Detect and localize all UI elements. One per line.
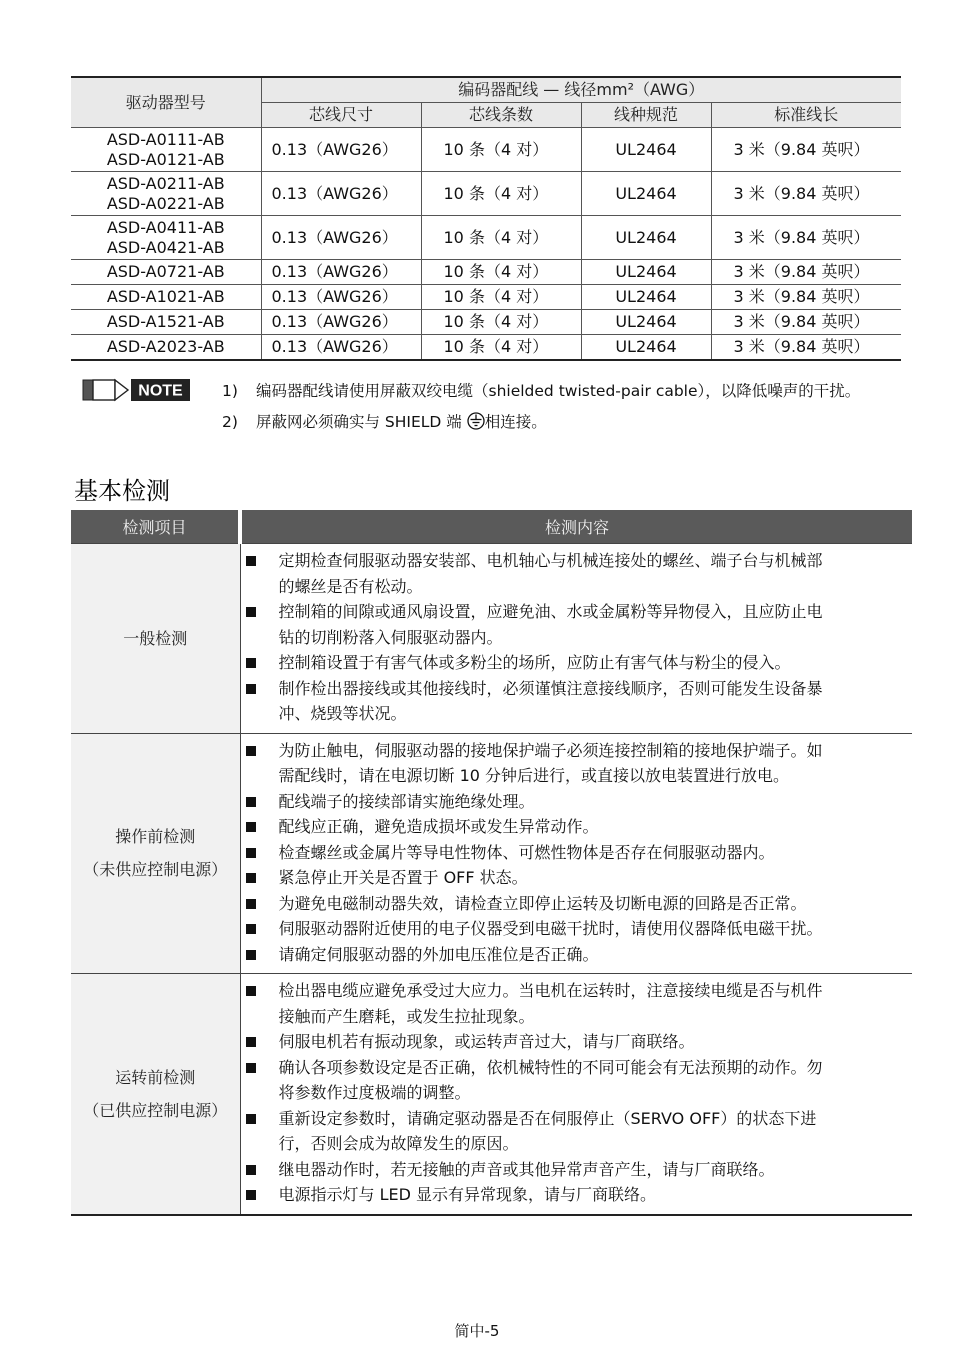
inspection-group-before-running	[71, 974, 912, 1215]
list-item: 伺服电机若有振动现象，或运转声音过大，请与厂商联络。	[241, 1029, 907, 1055]
cell-length: 3 米（9.84 英呎）	[711, 260, 901, 285]
header-core-size: 芯线尺寸	[261, 103, 421, 128]
cell-count: 10 条（4 对）	[421, 172, 581, 216]
cell-model: ASD-A0411-AB ASD-A0421-AB	[71, 216, 261, 260]
note-item-1	[222, 379, 860, 401]
inspection-group-before-operation	[71, 733, 912, 974]
cell-spec: UL2464	[581, 260, 711, 285]
list-item: 控制箱设置于有害气体或多粉尘的场所，应防止有害气体与粉尘的侵入。	[241, 650, 907, 676]
cell-size: 0.13（AWG26）	[261, 172, 421, 216]
list-item: 控制箱的间隙或通风扇设置，应避免油、水或金属粉等异物侵入，且应防止电 钻的切削粉落入伺服驱动器内。	[241, 599, 907, 650]
list-item: 继电器动作时，若无接触的声音或其他异常声音产生，请与厂商联络。	[241, 1157, 907, 1183]
section-title: 基本检测	[74, 477, 170, 505]
header-inspection-content: 检测内容	[240, 510, 912, 544]
square-bullet-icon	[246, 746, 256, 756]
cell-spec: UL2464	[581, 285, 711, 310]
list-item: 配线应正确，避免造成损坏或发生异常动作。	[241, 814, 907, 840]
cell-model: ASD-A0111-AB ASD-A0121-AB	[71, 128, 261, 172]
square-bullet-icon	[246, 899, 256, 909]
square-bullet-icon	[246, 684, 256, 694]
note-text: 相连接。	[484, 413, 547, 431]
cell-size: 0.13（AWG26）	[261, 260, 421, 285]
cell-count: 10 条（4 对）	[421, 310, 581, 335]
group-items	[240, 974, 912, 1215]
list-item: 电源指示灯与 LED 显示有异常现象，请与厂商联络。	[241, 1182, 907, 1208]
cell-length: 3 米（9.84 英呎）	[711, 172, 901, 216]
group-label: 操作前检测 （未供应控制电源）	[71, 733, 240, 974]
page-number: 简中-5	[454, 1322, 500, 1340]
list-item: 检出器电缆应避免承受过大应力。当电机在运转时，注意接续电缆是否与机件 接触而产生磨耗，或发生拉扯现象。	[241, 978, 907, 1029]
header-wire-spec: 线种规范	[581, 103, 711, 128]
header-core-count: 芯线条数	[421, 103, 581, 128]
square-bullet-icon	[246, 556, 256, 566]
cell-model: ASD-A1521-AB	[71, 310, 261, 335]
square-bullet-icon	[246, 658, 256, 668]
list-item: 配线端子的接续部请实施绝缘处理。	[241, 789, 907, 815]
cell-count: 10 条（4 对）	[421, 216, 581, 260]
square-bullet-icon	[246, 797, 256, 807]
cell-count: 10 条（4 对）	[421, 285, 581, 310]
cell-size: 0.13（AWG26）	[261, 128, 421, 172]
cell-spec: UL2464	[581, 310, 711, 335]
cell-model: ASD-A0211-AB ASD-A0221-AB	[71, 172, 261, 216]
cell-length: 3 米（9.84 英呎）	[711, 310, 901, 335]
cell-spec: UL2464	[581, 128, 711, 172]
table-row	[71, 310, 901, 335]
group-label: 运转前检测 （已供应控制电源）	[71, 974, 240, 1215]
cell-size: 0.13（AWG26）	[261, 216, 421, 260]
group-items	[240, 544, 912, 734]
list-item: 伺服驱动器附近使用的电子仪器受到电磁干扰时，请使用仪器降低电磁干扰。	[241, 916, 907, 942]
list-item: 定期检查伺服驱动器安装部、电机轴心与机械连接处的螺丝、端子台与机械部 的螺丝是否有松动。	[241, 548, 907, 599]
table-row	[71, 260, 901, 285]
list-item: 确认各项参数设定是否正确，依机械特性的不同可能会有无法预期的动作。勿 将参数作过度极端的调整。	[241, 1055, 907, 1106]
square-bullet-icon	[246, 1037, 256, 1047]
cell-model: ASD-A0721-AB	[71, 260, 261, 285]
cell-size: 0.13（AWG26）	[261, 335, 421, 361]
square-bullet-icon	[246, 1063, 256, 1073]
encoder-cable-table	[71, 76, 901, 361]
square-bullet-icon	[246, 1114, 256, 1124]
table-row	[71, 335, 901, 361]
square-bullet-icon	[246, 607, 256, 617]
cell-count: 10 条（4 对）	[421, 128, 581, 172]
note-icon	[82, 378, 192, 406]
list-item: 重新设定参数时，请确定驱动器是否在伺服停止（SERVO OFF）的状态下进 行，否则会成为故障发生的原因。	[241, 1106, 907, 1157]
square-bullet-icon	[246, 848, 256, 858]
note-text: 屏蔽网必须确实与 SHIELD 端	[256, 413, 462, 431]
table-row	[71, 285, 901, 310]
square-bullet-icon	[246, 1165, 256, 1175]
ground-symbol-icon	[467, 412, 485, 434]
note-number: 2)	[222, 413, 238, 431]
cell-length: 3 米（9.84 英呎）	[711, 128, 901, 172]
cell-length: 3 米（9.84 英呎）	[711, 285, 901, 310]
table-row	[71, 172, 901, 216]
square-bullet-icon	[246, 924, 256, 934]
list-item: 为防止触电，伺服驱动器的接地保护端子必须连接控制箱的接地保护端子。如 需配线时，请在电源切断 10 分钟后进行，或直接以放电装置进行放电。	[241, 738, 907, 789]
cell-length: 3 米（9.84 英呎）	[711, 335, 901, 361]
cell-length: 3 米（9.84 英呎）	[711, 216, 901, 260]
square-bullet-icon	[246, 822, 256, 832]
cell-spec: UL2464	[581, 172, 711, 216]
header-inspection-item: 检测项目	[71, 510, 240, 544]
cell-spec: UL2464	[581, 335, 711, 361]
note-number: 1)	[222, 382, 238, 400]
cell-size: 0.13（AWG26）	[261, 285, 421, 310]
header-standard-length: 标准线长	[711, 103, 901, 128]
list-item: 检查螺丝或金属片等导电性物体、可燃性物体是否存在伺服驱动器内。	[241, 840, 907, 866]
note-text: 编码器配线请使用屏蔽双绞电缆（shielded twisted-pair cable），以降低噪声的干扰。	[256, 382, 861, 400]
inspection-table	[71, 510, 912, 1216]
square-bullet-icon	[246, 873, 256, 883]
header-encoder-wiring: 编码器配线 — 线径mm²（AWG）	[261, 77, 901, 103]
group-label: 一般检测	[71, 544, 240, 734]
cell-model: ASD-A1021-AB	[71, 285, 261, 310]
table-row	[71, 216, 901, 260]
list-item: 制作检出器接线或其他接线时，必须谨慎注意接线顺序，否则可能发生设备暴 冲、烧毁等状况。	[241, 676, 907, 727]
table-row	[71, 128, 901, 172]
list-item: 为避免电磁制动器失效，请检查立即停止运转及切断电源的回路是否正常。	[241, 891, 907, 917]
cell-model: ASD-A2023-AB	[71, 335, 261, 361]
cell-count: 10 条（4 对）	[421, 260, 581, 285]
cell-size: 0.13（AWG26）	[261, 310, 421, 335]
cell-count: 10 条（4 对）	[421, 335, 581, 361]
cell-spec: UL2464	[581, 216, 711, 260]
inspection-group-general	[71, 544, 912, 734]
square-bullet-icon	[246, 986, 256, 996]
square-bullet-icon	[246, 1190, 256, 1200]
list-item: 请确定伺服驱动器的外加电压准位是否正确。	[241, 942, 907, 968]
header-driver-model: 驱动器型号	[71, 77, 261, 128]
square-bullet-icon	[246, 950, 256, 960]
note-badge-text: NOTE	[138, 382, 183, 400]
group-items	[240, 733, 912, 974]
note-item-2	[222, 410, 547, 434]
list-item: 紧急停止开关是否置于 OFF 状态。	[241, 865, 907, 891]
